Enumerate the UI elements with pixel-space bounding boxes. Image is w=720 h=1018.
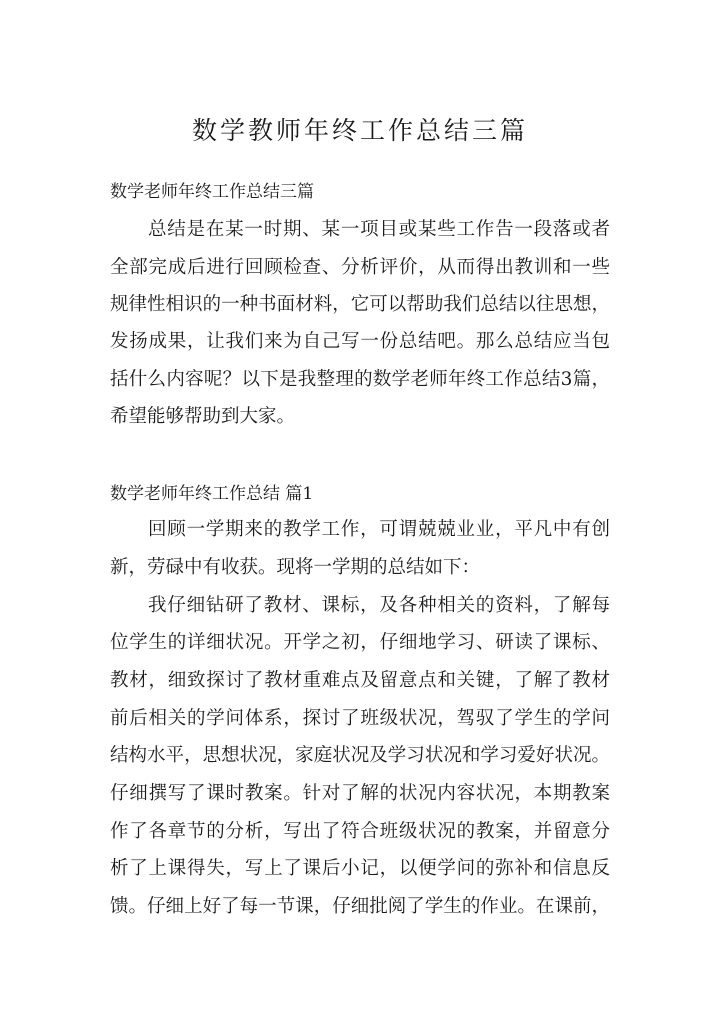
document-subtitle: 数学老师年终工作总结三篇 xyxy=(110,182,314,202)
section-line: 结构水平，思想状况，家庭状况及学习状况和学习爱好状况。 xyxy=(110,745,610,766)
section-heading: 数学老师年终工作总结 篇1 xyxy=(110,484,314,504)
intro-line: 规律性相识的一种书面材料，它可以帮助我们总结以往思想， xyxy=(110,294,610,315)
section-line: 位学生的详细状况。开学之初，仔细地学习、研读了课标、 xyxy=(110,632,610,653)
section-line: 教材，细致探讨了教材重难点及留意点和关键，了解了教材 xyxy=(110,670,610,691)
section-line: 前后相关的学问体系，探讨了班级状况，驾驭了学生的学问 xyxy=(110,708,610,729)
section-line: 馈。仔细上好了每一节课，仔细批阅了学生的作业。在课前， xyxy=(110,896,610,917)
intro-line: 括什么内容呢？以下是我整理的数学老师年终工作总结3篇， xyxy=(110,369,610,390)
section-line: 仔细撰写了课时教案。针对了解的状况内容状况，本期教案 xyxy=(110,783,610,804)
section-line: 作了各章节的分析，写出了符合班级状况的教案，并留意分 xyxy=(110,821,610,842)
section-line: 回顾一学期来的教学工作，可谓兢兢业业，平凡中有创 xyxy=(148,519,610,540)
intro-line: 希望能够帮助到大家。 xyxy=(110,406,296,427)
intro-line: 全部完成后进行回顾检查、分析评价，从而得出教训和一些 xyxy=(110,257,610,278)
document-title: 数学教师年终工作总结三篇 xyxy=(191,116,528,145)
intro-line: 总结是在某一时期、某一项目或某些工作告一段落或者 xyxy=(148,219,610,240)
section-line: 析了上课得失，写上了课后小记，以便学问的弥补和信息反 xyxy=(110,858,610,879)
section-line: 新，劳碌中有收获。现将一学期的总结如下： xyxy=(110,557,481,578)
section-line: 我仔细钻研了教材、课标，及各种相关的资料，了解每 xyxy=(148,595,610,616)
intro-line: 发扬成果，让我们来为自己写一份总结吧。那么总结应当包 xyxy=(110,331,610,352)
